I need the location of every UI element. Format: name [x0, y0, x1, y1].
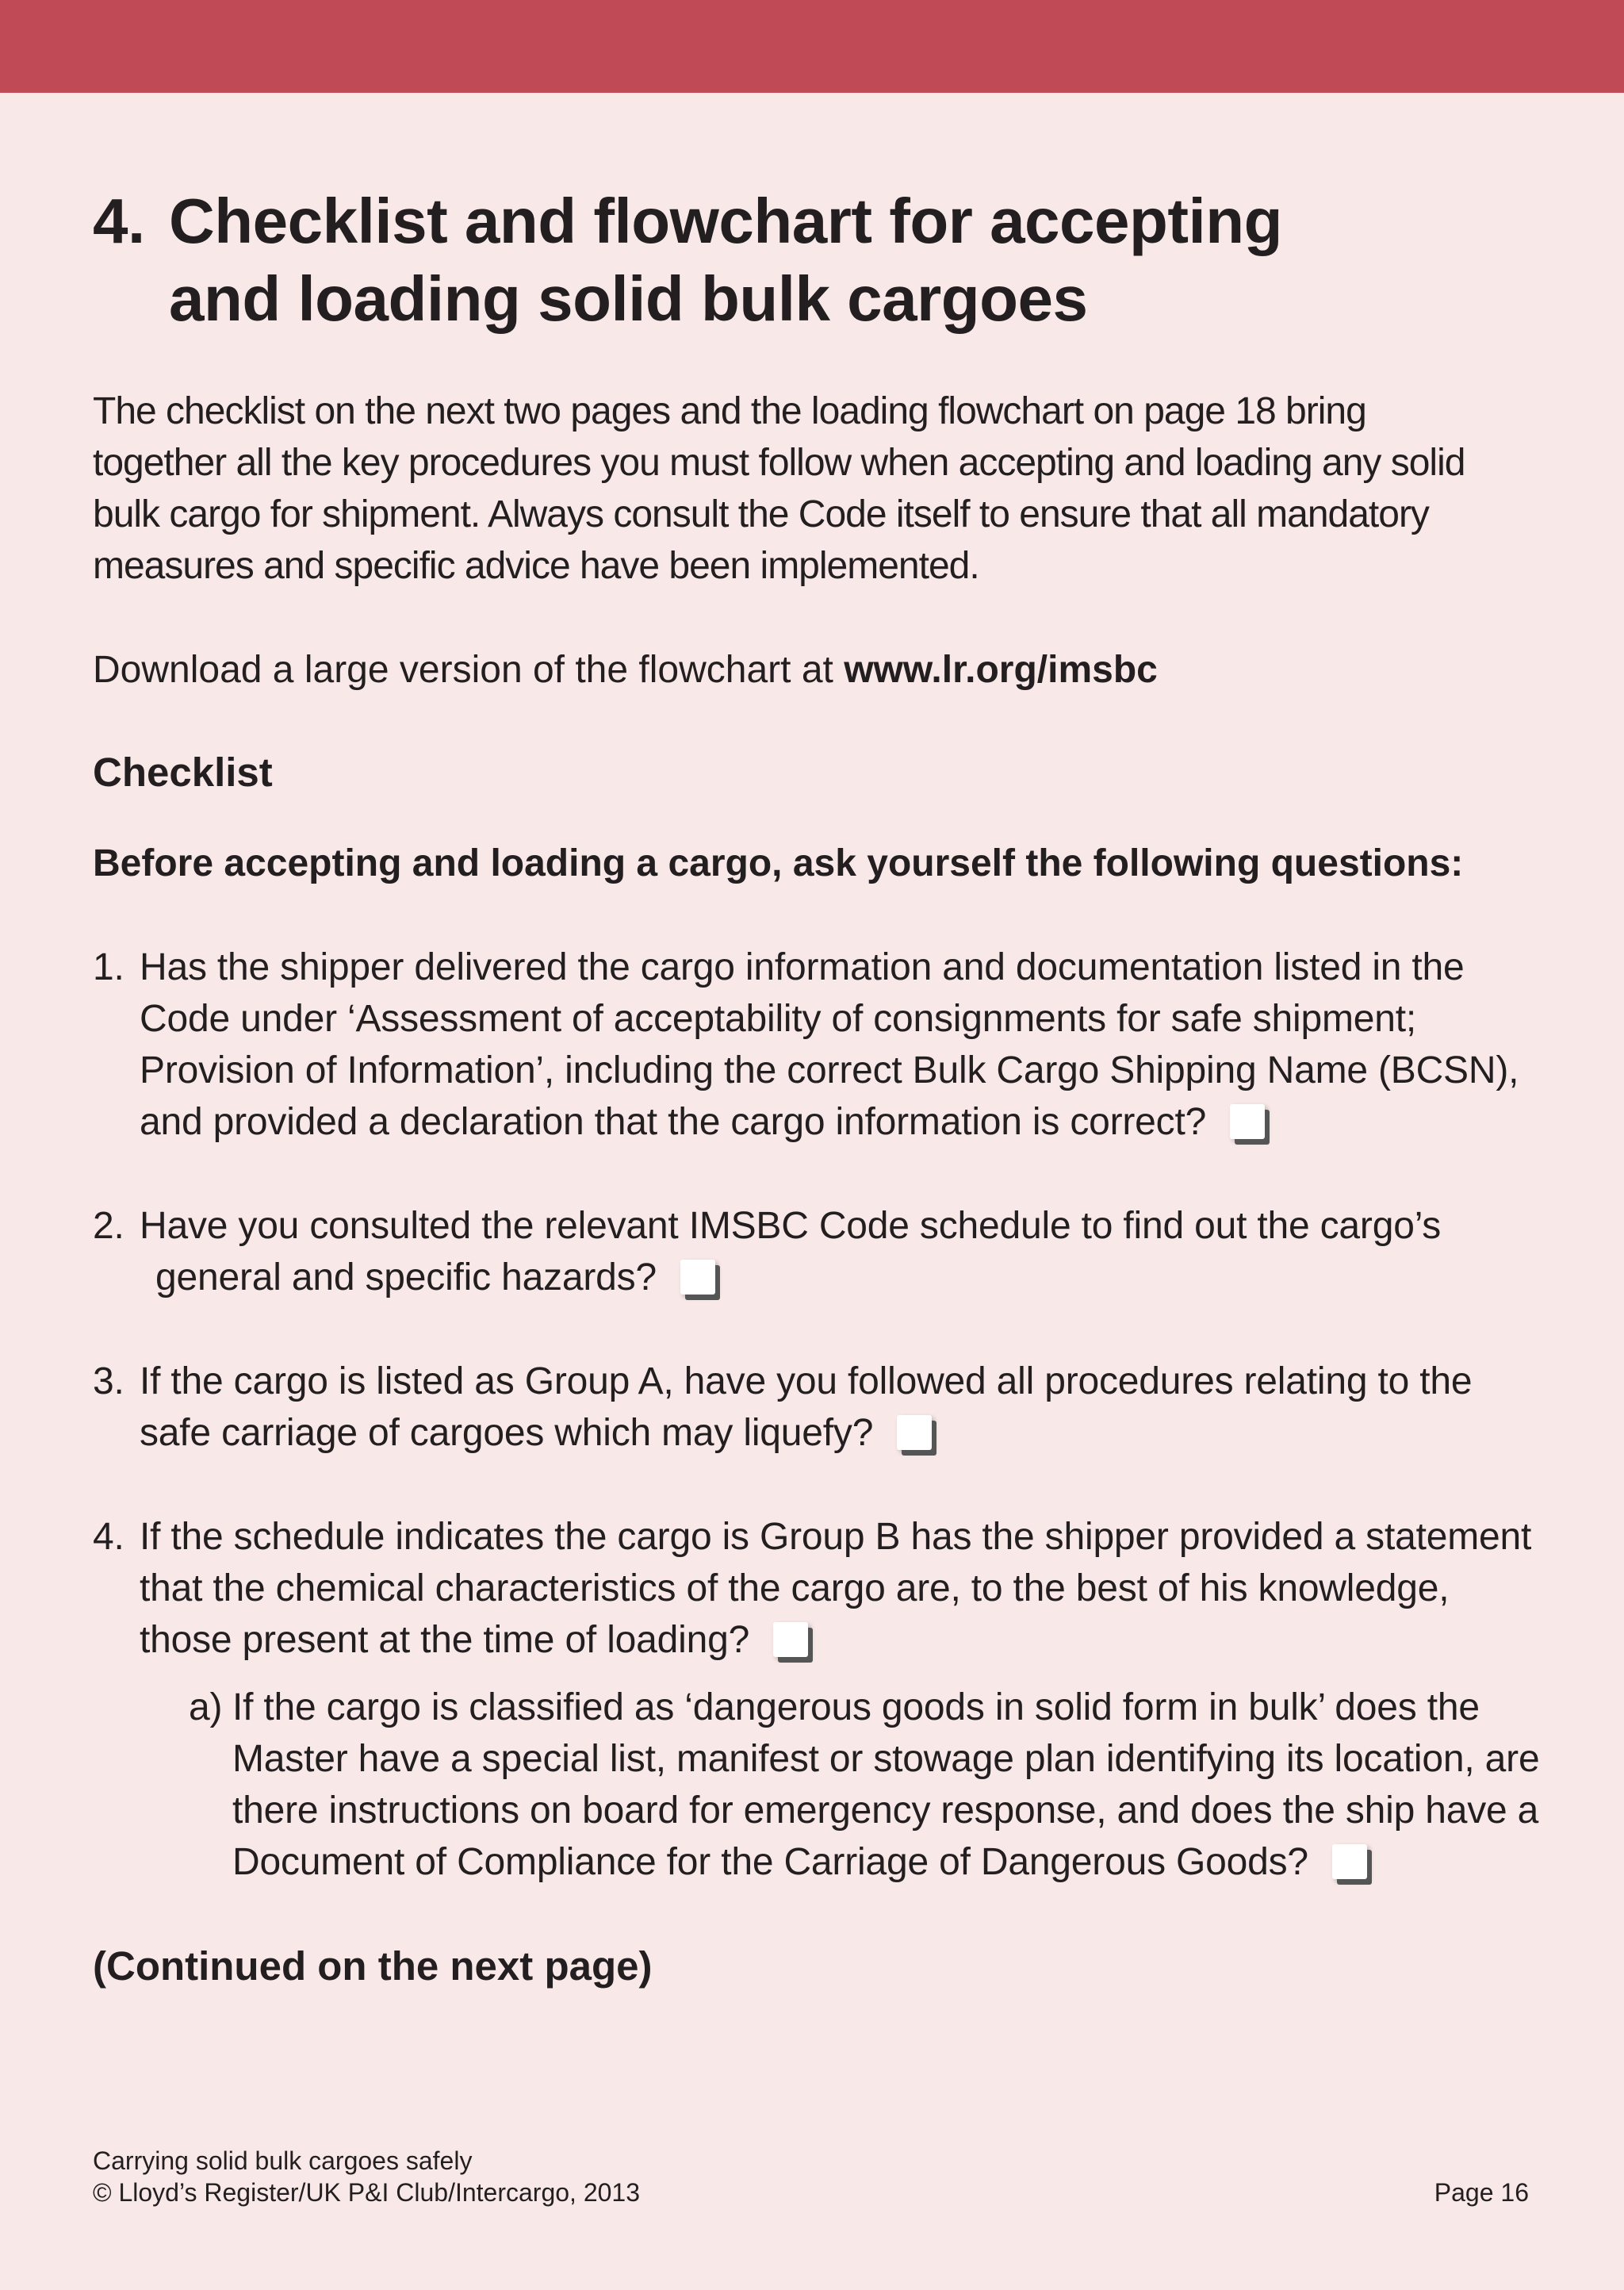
download-text: Download a large version of the flowchart at: [93, 649, 845, 691]
checkbox-item-4[interactable]: [773, 1622, 808, 1657]
subitem-text: If the cargo is classified as ‘dangerous goods in solid form in bulk’ does the Master have a special list, manifest or stowage plan identifying its location, are there instructions on board for emergency response, and does the ship have a Document of Compliance for the Carriage of Dangerous Goods?: [232, 1686, 1540, 1883]
checklist-item: [93, 1511, 1544, 1888]
continued-note: (Continued on the next page): [93, 1943, 653, 1989]
item-text: If the cargo is listed as Group A, have you followed all procedures relating to the safe carriage of cargoes which may liquefy?: [140, 1360, 1473, 1454]
download-note: [93, 644, 1544, 696]
checkbox-item-1[interactable]: [1230, 1104, 1265, 1139]
checkbox-item-4a[interactable]: [1332, 1844, 1367, 1879]
flowchart-link[interactable]: www.lr.org/imsbc: [844, 649, 1158, 691]
checkbox-item-3[interactable]: [897, 1415, 932, 1450]
checklist-heading: Checklist: [93, 750, 273, 795]
item-number: 3.: [93, 1360, 124, 1402]
checklist-item: [93, 1200, 1544, 1303]
checklist-item: [93, 942, 1544, 1148]
page-title: [93, 182, 1544, 338]
checklist-lead: Before accepting and loading a cargo, ask yourself the following questions:: [93, 842, 1464, 884]
item-text: If the schedule indicates the cargo is Group B has the shipper provided a statement that the chemical characteristics of the cargo are, to the best of his knowledge, those present at the time of loading?: [140, 1516, 1532, 1661]
item-number: 4.: [93, 1516, 124, 1558]
footer-copyright: © Lloyd’s Register/UK P&I Club/Intercargo, 2013: [93, 2178, 640, 2207]
page-number: Page 16: [1434, 2178, 1529, 2207]
checklist-item: [93, 1356, 1544, 1459]
item-number: 1.: [93, 946, 124, 988]
subitem-letter: a): [189, 1686, 223, 1728]
footer-credits: [93, 2145, 640, 2208]
item-number: 2.: [93, 1205, 124, 1247]
item-text-line-1: Have you consulted the relevant IMSBC Code schedule to find out the cargo’s: [140, 1205, 1442, 1247]
section-number: 4.: [93, 186, 145, 256]
title-line-1: Checklist and flowchart for accepting: [169, 186, 1282, 256]
checklist-items: [93, 942, 1544, 1888]
checklist-subitem: [140, 1682, 1544, 1888]
footer-publication: Carrying solid bulk cargoes safely: [93, 2146, 473, 2175]
title-line-2: and loading solid bulk cargoes: [169, 263, 1088, 334]
header-band: [0, 0, 1624, 93]
intro-paragraph: The checklist on the next two pages and the loading flowchart on page 18 bring together all the key procedures you must follow when accepting and loading any solid bulk cargo for shipment. Always consult the Code itself to ensure that all mandatory measures and specific advice have been implemented.: [93, 390, 1465, 587]
page-content: [93, 182, 1544, 1992]
checkbox-item-2[interactable]: [680, 1260, 715, 1295]
item-text: Has the shipper delivered the cargo information and documentation listed in the Code under ‘Assessment of acceptability of consignments for safe shipment; Provision of Information’, including the correct Bulk Cargo Shipping Name (BCSN), and provided a declaration that the cargo information is correct?: [140, 946, 1519, 1143]
item-text-line-2: general and specific hazards?: [155, 1256, 657, 1298]
